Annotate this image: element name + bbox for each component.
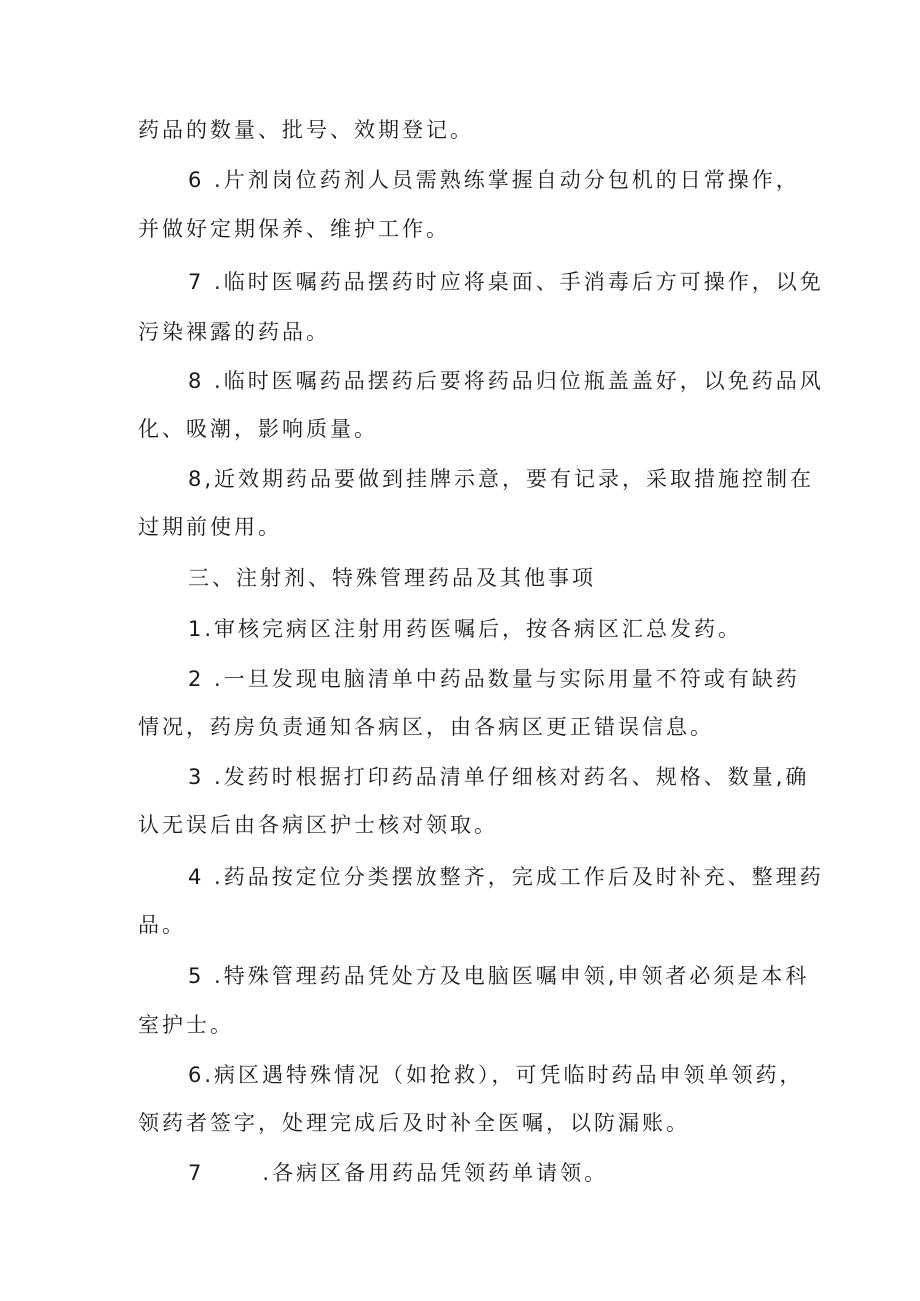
text-line: 6.病区遇特殊情况（如抢救），可凭临时药品申领单领药， (188, 1063, 804, 1087)
text-line: 5 .特殊管理药品凭处方及电脑医嘱申领,申领者必须是本科 (188, 964, 810, 988)
text-line: 药品的数量、批号、效期登记。 (138, 118, 474, 142)
text-line: 4 .药品按定位分类摆放整齐，完成工作后及时补充、整理药 (188, 865, 824, 889)
text-line: 领药者签字，处理完成后及时补全医嘱，以防漏账。 (138, 1111, 690, 1135)
text-line: 3 .发药时根据打印药品清单仔细核对药名、规格、数量,确 (188, 765, 810, 789)
text-line: 污染裸露的药品。 (138, 320, 330, 344)
text-line: 7 .各病区备用药品凭领药单请领。 (188, 1161, 609, 1185)
text-line: 过期前使用。 (138, 515, 282, 539)
text-line: 6 .片剂岗位药剂人员需熟练掌握自动分包机的日常操作， (188, 168, 800, 192)
text-line: 化、吸潮，影响质量。 (138, 417, 378, 441)
text-line: 1.审核完病区注射用药医嘱后，按各病区汇总发药。 (188, 617, 743, 641)
text-line: 情况，药房负责通知各病区，由各病区更正错误信息。 (138, 715, 714, 739)
text-line: 8,近效期药品要做到挂牌示意，要有记录，采取措施控制在 (188, 467, 815, 491)
text-line: 并做好定期保养、维护工作。 (138, 217, 450, 241)
text-line: 认无误后由各病区护士核对领取。 (138, 813, 498, 837)
text-line: 8 .临时医嘱药品摆药后要将药品归位瓶盖盖好，以免药品风 (188, 369, 824, 393)
text-line: 2 .一旦发现电脑清单中药品数量与实际用量不符或有缺药 (188, 667, 800, 691)
section-heading: 三、注射剂、特殊管理药品及其他事项 (188, 566, 596, 590)
text-line: 7 .临时医嘱药品摆药时应将桌面、手消毒后方可操作，以免 (188, 270, 824, 294)
text-line: 室护士。 (138, 1013, 234, 1037)
text-line: 品。 (138, 913, 186, 937)
